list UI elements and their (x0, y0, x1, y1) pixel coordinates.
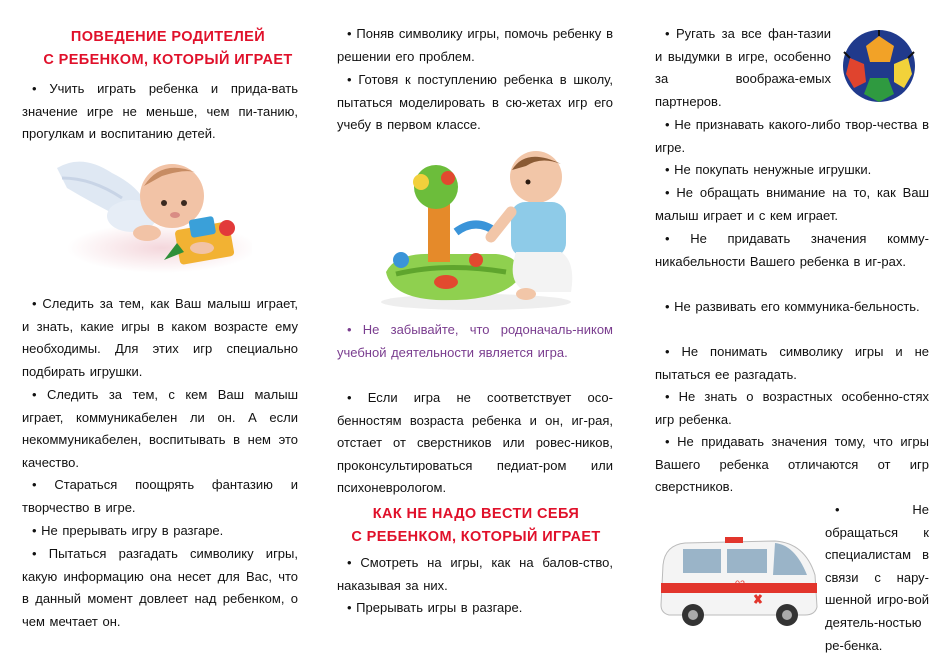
middle-title-line1: КАК НЕ НАДО ВЕСТИ СЕБЯ (372, 506, 580, 522)
ambulance-spacer (655, 521, 825, 636)
toddler-with-toy-image (376, 142, 581, 312)
right-item-4: • Не обращать внимание на то, как Ваш малыш играет и с кем играет. (655, 185, 929, 223)
right-item-10-text: • Не обращаться к специалистам в связи с нару-шенной игро-вой деятель-ностью ре-бенка. (825, 502, 929, 653)
crawling-baby-image (52, 148, 252, 273)
ball-image (838, 28, 920, 104)
left-title (22, 26, 314, 72)
right-item-8: • Не знать о возрастных особенно-стях игр ребенка. (655, 389, 929, 427)
middle-item-4: • Смотреть на игры, как на балов-ство, наказывая за них. (337, 555, 613, 593)
left-item-6: • Пытаться разгадать символику игры, какую информацию она несет для Вас, что в данный момент довлеет над ребенком, о чем мечтает он. (22, 546, 298, 629)
left-item-2: • Следить за тем, как Ваш малыш играет, и знать, какие игры в каком возрасте ему необходимы. Для этих игр специально подбирать игрушки. (22, 296, 298, 379)
middle-item-5: • Прерывать игры в разгаре. (347, 600, 523, 615)
middle-highlight: • Не забывайте, что родоначаль-ником учебной деятельности является игра. (337, 322, 613, 360)
right-item-3: • Не покупать ненужные игрушки. (665, 162, 872, 177)
left-title-line1: ПОВЕДЕНИЕ РОДИТЕЛЕЙ (70, 29, 266, 45)
left-item-1: • Учить играть ребенка и прида-вать значение игре не меньше, чем пи-танию, прогулкам и воспитанию детей. (22, 81, 298, 142)
middle-title (326, 503, 626, 549)
middle-title-line2: С РЕБЕНКОМ, КОТОРЫЙ ИГРАЕТ (351, 529, 601, 545)
right-item-6: • Не развивать его коммуника-бельность. (665, 299, 920, 314)
middle-item-1: • Поняв символику игры, помочь ребенку в решении его проблем. (337, 26, 613, 64)
right-item-1: • Ругать за все фан-тазии и выдумки в игре, особенно за вообража-емых партнеров. (655, 26, 831, 109)
right-item-7: • Не понимать символику игры и не пытаться ее разгадать. (655, 344, 929, 382)
left-item-4: • Стараться поощрять фантазию и творчество в игре. (22, 477, 298, 515)
middle-item-2: • Готовя к поступлению ребенка в школу, пытаться моделировать в сю-жетах игр его учебу в первом классе. (337, 72, 613, 133)
right-item-9: • Не придавать значения тому, что игры Вашего ребенка отличаются от игр сверстников. (655, 434, 929, 495)
right-item-10 (655, 499, 929, 657)
ambulance-number: 03 (735, 579, 746, 589)
left-title-line2: С РЕБЕНКОМ, КОТОРЫЙ ИГРАЕТ (43, 52, 293, 68)
left-item-3: • Следить за тем, с кем Ваш малыш играет, коммуникабелен ли он. А если некоммуникабелен, воспитывать в нем это качество. (22, 387, 298, 470)
right-item-2: • Не признавать какого-либо твор-чества в игре. (655, 117, 929, 155)
left-item-5: • Не прерывать игру в разгаре. (32, 523, 224, 538)
middle-item-3: • Если игра не соответствует осо-бенностям возраста ребенка и он, иг-рая, отстает от сверстников или ровес-ников, проконсультироваться педиат-ром или психоневрологом. (337, 390, 613, 496)
right-item-5: • Не придавать значения комму-никабельности Вашего ребенка в иг-рах. (655, 231, 929, 269)
